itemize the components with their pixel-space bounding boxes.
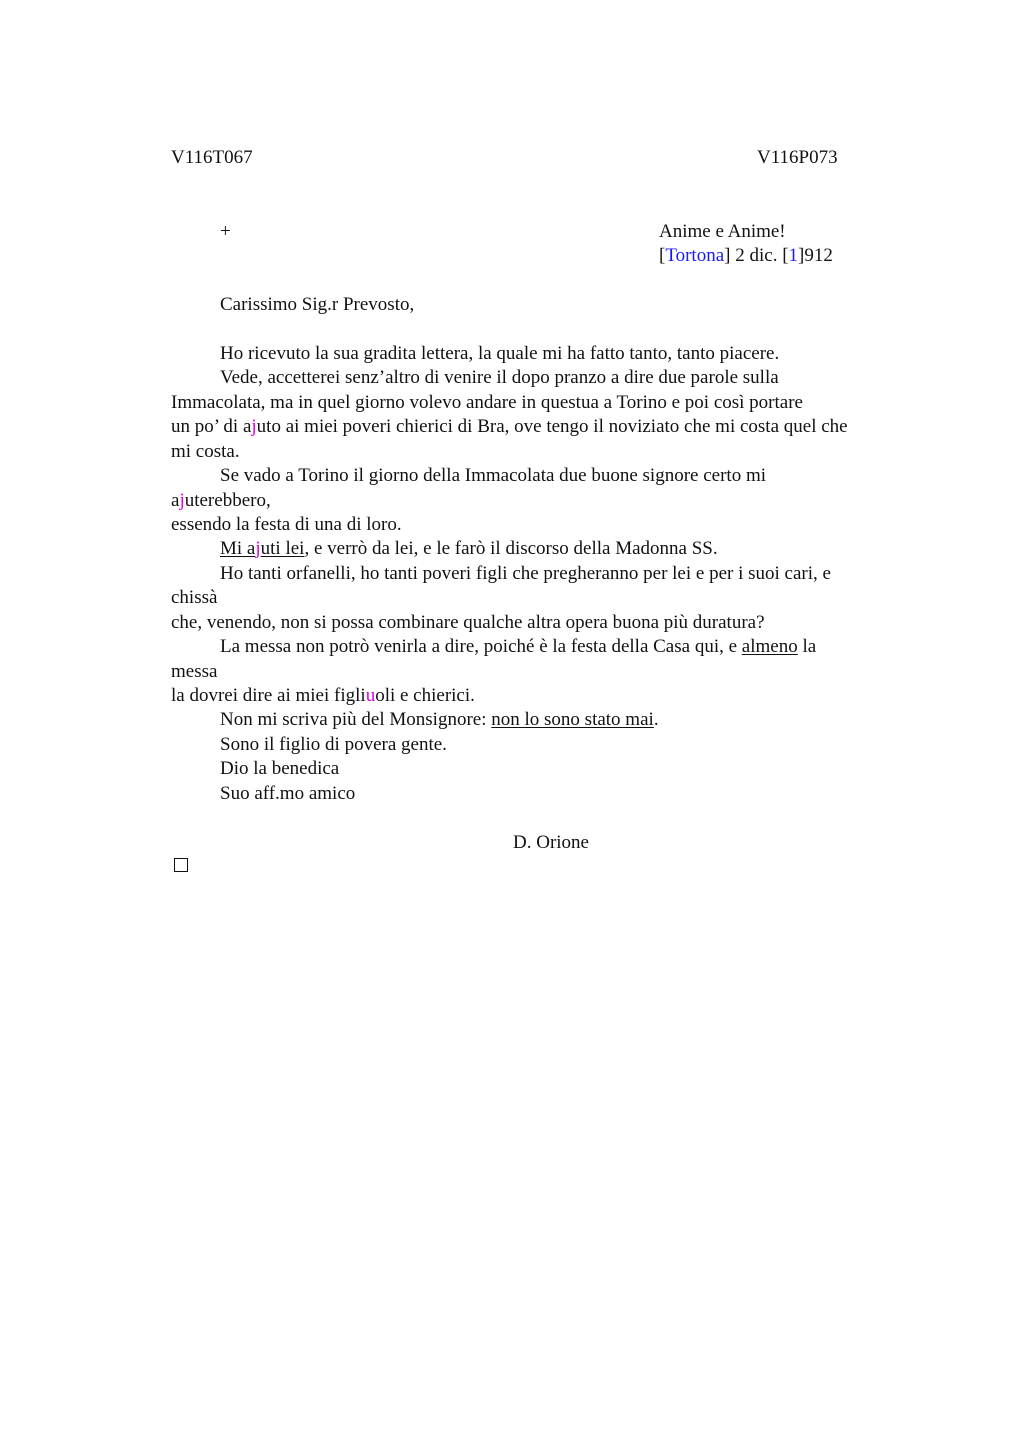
date-bracket-open: [: [659, 245, 666, 266]
salutation: Carissimo Sig.r Prevosto,: [220, 294, 415, 315]
text-fragment: uto ai miei poveri chierici di Bra, ove tengo il noviziato che mi costa quel che: [256, 416, 848, 437]
body-line: chissà: [171, 587, 218, 608]
body-line: Vede, accetterei senz’altro di venire il dopo pranzo a dire due parole sulla: [220, 367, 779, 388]
signature: D. Orione: [513, 832, 589, 853]
text-fragment: a: [171, 490, 180, 511]
closing-blessing: Dio la benedica: [220, 758, 340, 779]
body-line: Ho ricevuto la sua gradita lettera, la quale mi ha fatto tanto, tanto piacere.: [220, 343, 780, 364]
underlined-text: [220, 538, 304, 559]
cross-symbol: +: [220, 221, 231, 242]
date-place: Tortona: [665, 245, 725, 266]
end-of-document-box: [174, 858, 188, 872]
text-fragment: Mi a: [220, 538, 256, 559]
closing-formula: Suo aff.mo amico: [220, 783, 356, 804]
editorial-letter: j: [255, 538, 261, 559]
text-fragment: uti lei: [260, 538, 305, 559]
text-fragment: la dovrei dire ai miei figli: [171, 685, 366, 706]
body-line: [171, 684, 475, 708]
body-line: Immacolata, ma in quel giorno volevo andare in questua a Torino e poi così portare: [171, 392, 803, 413]
body-line: mi costa.: [171, 441, 240, 462]
underlined-text: almeno: [741, 636, 798, 657]
editorial-letter: u: [365, 685, 376, 706]
editorial-letter: j: [179, 490, 185, 511]
document-code-left: V116T067: [171, 147, 253, 168]
body-line: Sono il figlio di povera gente.: [220, 734, 447, 755]
text-fragment: , e verrò da lei, e le farò il discorso della Madonna SS.: [304, 538, 718, 559]
text-fragment: La messa non potrò venirla a dire, poiché è la festa della Casa qui, e: [220, 636, 742, 657]
text-fragment: .: [653, 709, 659, 730]
document-code-right: V116P073: [757, 147, 838, 168]
body-line: Se vado a Torino il giorno della Immacolata due buone signore certo mi: [220, 465, 766, 486]
editorial-letter: j: [251, 416, 257, 437]
text-fragment: Non mi scriva più del Monsignore:: [220, 709, 492, 730]
text-fragment: uterebbero,: [184, 490, 271, 511]
body-line: [171, 489, 271, 513]
motto: Anime e Anime!: [659, 221, 786, 242]
date-tail: ]912: [798, 245, 833, 266]
text-fragment: oli e chierici.: [375, 685, 475, 706]
date-middle: ] 2 dic. [: [724, 245, 789, 266]
body-line: [220, 537, 718, 561]
body-line: messa: [171, 661, 218, 682]
body-line: [171, 415, 848, 439]
text-fragment: un po’ di a: [171, 416, 252, 437]
body-line: Ho tanti orfanelli, ho tanti poveri figli che pregheranno per lei e per i suoi cari, e: [220, 563, 831, 584]
body-line: che, venendo, non si possa combinare qualche altra opera buona più duratura?: [171, 612, 765, 633]
body-line: essendo la festa di una di loro.: [171, 514, 402, 535]
date-digit: 1: [788, 245, 799, 266]
text-fragment: la: [797, 636, 817, 657]
underlined-text: non lo sono stato mai: [491, 709, 654, 730]
letter-date: [659, 244, 833, 268]
body-line: [220, 708, 659, 732]
body-line: [220, 635, 816, 659]
